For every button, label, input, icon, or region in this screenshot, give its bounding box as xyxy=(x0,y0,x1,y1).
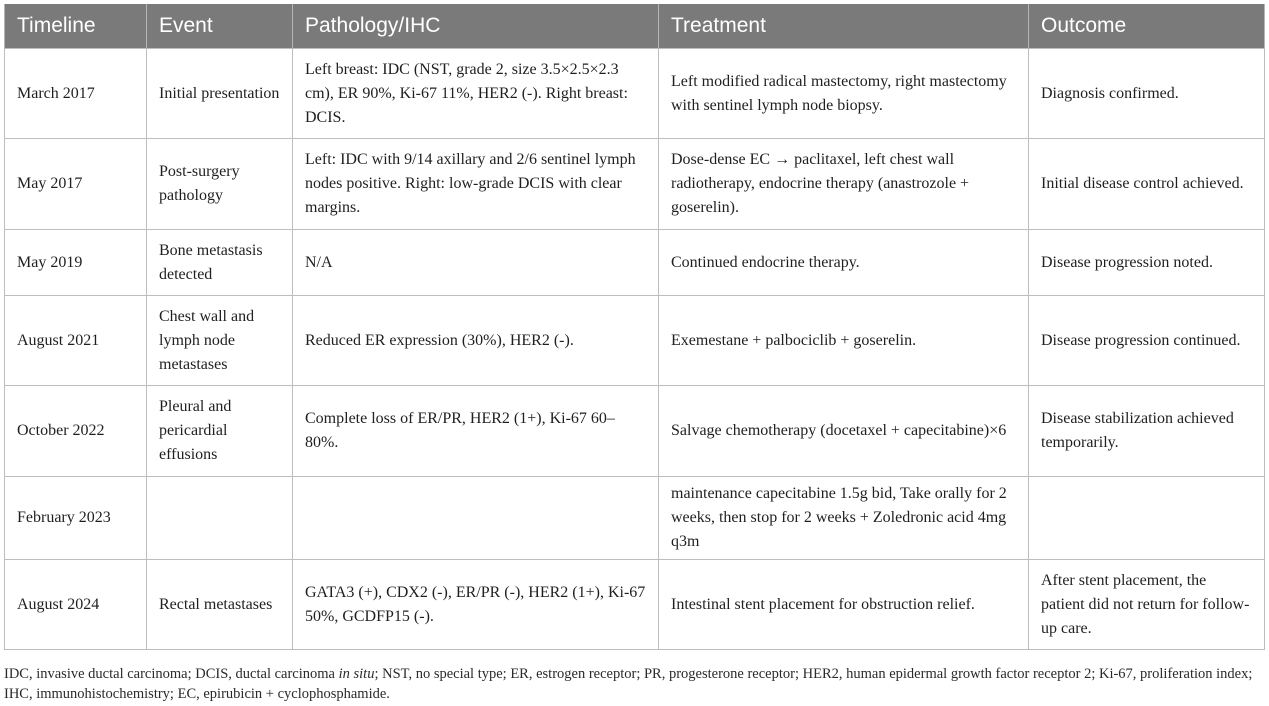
header-timeline: Timeline xyxy=(5,4,147,49)
table-row xyxy=(5,477,1265,560)
cell-treatment: Left modified radical mastectomy, right mastectomy with sentinel lymph node biopsy. xyxy=(659,49,1029,139)
cell-pathology: Complete loss of ER/PR, HER2 (1+), Ki-67 60–80%. xyxy=(293,386,659,477)
cell-timeline: February 2023 xyxy=(5,477,147,560)
cell-event: Rectal metastases xyxy=(147,560,293,650)
cell-timeline: October 2022 xyxy=(5,386,147,477)
cell-outcome: Disease progression continued. xyxy=(1029,296,1265,386)
cell-treatment: Exemestane + palbociclib + goserelin. xyxy=(659,296,1029,386)
cell-event: Initial presentation xyxy=(147,49,293,139)
footnote-text-part2: ; NST, no special type; ER, estrogen receptor; PR, progesterone receptor; HER2, human epidermal growth factor receptor 2; Ki-67, proliferation index; IHC, immunohistochemistry; EC, epirubicin + cyclophosphamide. xyxy=(4,666,1253,702)
cell-outcome: Disease stabilization achieved temporarily. xyxy=(1029,386,1265,477)
cell-treatment: Salvage chemotherapy (docetaxel + capecitabine)×6 xyxy=(659,386,1029,477)
cell-treatment: Intestinal stent placement for obstruction relief. xyxy=(659,560,1029,650)
header-event: Event xyxy=(147,4,293,49)
cell-event xyxy=(147,477,293,560)
cell-timeline: May 2019 xyxy=(5,230,147,296)
cell-event: Bone metastasis detected xyxy=(147,230,293,296)
clinical-timeline-table-wrapper xyxy=(4,4,1264,650)
table-row xyxy=(5,49,1265,139)
clinical-timeline-table xyxy=(4,4,1265,650)
cell-outcome: Disease progression noted. xyxy=(1029,230,1265,296)
cell-treatment: Dose-dense EC → paclitaxel, left chest wall radiotherapy, endocrine therapy (anastrozole + goserelin). xyxy=(659,139,1029,230)
table-row xyxy=(5,230,1265,296)
cell-outcome: Initial disease control achieved. xyxy=(1029,139,1265,230)
cell-event: Post-surgery pathology xyxy=(147,139,293,230)
cell-outcome xyxy=(1029,477,1265,560)
table-body xyxy=(5,49,1265,650)
cell-event: Pleural and pericardial effusions xyxy=(147,386,293,477)
header-treatment: Treatment xyxy=(659,4,1029,49)
cell-pathology: GATA3 (+), CDX2 (-), ER/PR (-), HER2 (1+), Ki-67 50%, GCDFP15 (-). xyxy=(293,560,659,650)
table-row xyxy=(5,386,1265,477)
cell-timeline: May 2017 xyxy=(5,139,147,230)
cell-pathology xyxy=(293,477,659,560)
header-outcome: Outcome xyxy=(1029,4,1265,49)
table-row xyxy=(5,296,1265,386)
table-footnote xyxy=(4,664,1266,704)
header-pathology-ihc: Pathology/IHC xyxy=(293,4,659,49)
cell-treatment: Continued endocrine therapy. xyxy=(659,230,1029,296)
cell-pathology: Left: IDC with 9/14 axillary and 2/6 sentinel lymph nodes positive. Right: low-grade DCIS with clear margins. xyxy=(293,139,659,230)
cell-event: Chest wall and lymph node metastases xyxy=(147,296,293,386)
cell-pathology: Reduced ER expression (30%), HER2 (-). xyxy=(293,296,659,386)
footnote-text-part1: IDC, invasive ductal carcinoma; DCIS, ductal carcinoma xyxy=(4,666,339,682)
footnote-italic-in-situ: in situ xyxy=(338,666,375,682)
cell-pathology: N/A xyxy=(293,230,659,296)
cell-outcome: Diagnosis confirmed. xyxy=(1029,49,1265,139)
cell-treatment: maintenance capecitabine 1.5g bid, Take orally for 2 weeks, then stop for 2 weeks + Zoledronic acid 4mg q3m xyxy=(659,477,1029,560)
cell-outcome: After stent placement, the patient did not return for follow-up care. xyxy=(1029,560,1265,650)
table-row xyxy=(5,139,1265,230)
cell-timeline: August 2021 xyxy=(5,296,147,386)
cell-pathology: Left breast: IDC (NST, grade 2, size 3.5×2.5×2.3 cm), ER 90%, Ki-67 11%, HER2 (-). Right breast: DCIS. xyxy=(293,49,659,139)
header-row xyxy=(5,4,1265,49)
table-row xyxy=(5,560,1265,650)
cell-timeline: March 2017 xyxy=(5,49,147,139)
table-header xyxy=(5,4,1265,49)
cell-timeline: August 2024 xyxy=(5,560,147,650)
